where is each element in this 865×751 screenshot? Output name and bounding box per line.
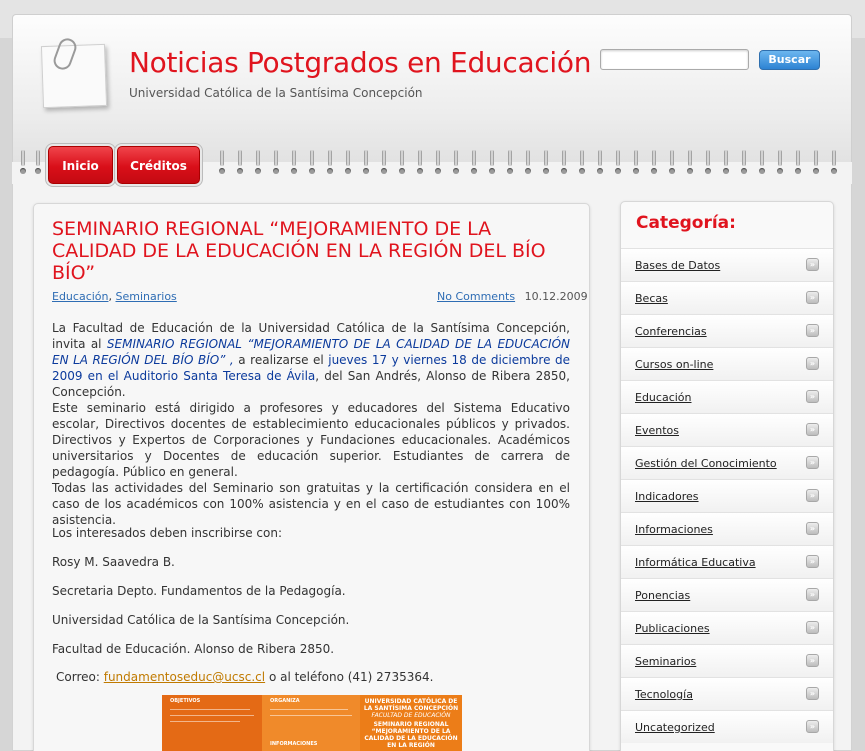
poster-left-label: OBJETIVOS xyxy=(170,698,201,704)
category-label[interactable]: Publicaciones xyxy=(635,622,710,635)
double-chevron-icon: » xyxy=(806,390,819,403)
post-paragraph-1 xyxy=(52,320,570,400)
category-label[interactable]: Becas xyxy=(635,292,668,305)
poster-faculty: FACULTAD DE EDUCACIÓN xyxy=(371,712,451,719)
ring-icon xyxy=(219,150,225,178)
ring-icon xyxy=(687,150,693,178)
category-label[interactable]: Educación xyxy=(635,391,692,404)
ring-icon xyxy=(489,150,495,178)
p1-intro: La Facultad de Educación de la Universidad Católica de la Santísima Concepción, invita al xyxy=(52,321,570,351)
ring-icon xyxy=(363,150,369,178)
p1-dates: jueves 17 y viernes 18 de diciembre de 2009 en el Auditorio Santa Teresa de Ávila xyxy=(52,353,570,383)
post-paragraph-4: Los interesados deben inscribirse con: xyxy=(52,526,282,540)
double-chevron-icon: » xyxy=(806,357,819,370)
p1-mid: a realizarse el xyxy=(238,353,324,367)
ring-icon xyxy=(255,150,261,178)
ring-icon xyxy=(381,150,387,178)
double-chevron-icon: » xyxy=(806,687,819,700)
double-chevron-icon: » xyxy=(806,489,819,502)
ring-icon xyxy=(669,150,675,178)
ring-icon xyxy=(507,150,513,178)
p1-end: , del San Andrés, Alonso de Ribera 2850, Concepción. xyxy=(52,369,570,399)
post-paragraph-8: Facultad de Educación. Alonso de Ribera 2850. xyxy=(52,642,335,656)
category-label[interactable]: Informática Educativa xyxy=(635,556,756,569)
ring-icon xyxy=(741,150,747,178)
poster-heading: UNIVERSIDAD CATÓLICA DE LA SANTÍSIMA CONCEPCIÓN xyxy=(363,698,459,712)
category-item[interactable] xyxy=(621,314,833,347)
ring-icon xyxy=(345,150,351,178)
ring-icon xyxy=(723,150,729,178)
category-label[interactable]: Cursos on-line xyxy=(635,358,714,371)
category-item[interactable] xyxy=(621,611,833,644)
category-label[interactable]: Seminarios xyxy=(635,655,697,668)
ring-icon xyxy=(813,150,819,178)
sidebar-title: Categoría: xyxy=(636,213,736,233)
category-item[interactable] xyxy=(621,446,833,479)
category-label[interactable]: Ponencias xyxy=(635,589,691,602)
site-subtitle: Universidad Católica de la Santísima Concepción xyxy=(129,86,423,100)
post-contact xyxy=(52,669,570,685)
category-item[interactable] xyxy=(621,545,833,578)
double-chevron-icon: » xyxy=(806,291,819,304)
poster-mid-label-2: INFORMACIONES xyxy=(270,741,318,747)
contact-suffix: o al teléfono (41) 2735364. xyxy=(268,670,434,684)
ring-icon xyxy=(543,150,549,178)
ring-icon xyxy=(579,150,585,178)
search-button[interactable]: Buscar xyxy=(759,50,820,70)
poster-text-line xyxy=(270,715,352,716)
post-paragraph-5: Rosy M. Saavedra B. xyxy=(52,555,175,569)
post-categories xyxy=(52,290,177,303)
nav-inicio[interactable]: Inicio xyxy=(48,146,113,184)
ring-icon xyxy=(20,150,26,178)
post-paragraph-3: Todas las actividades del Seminario son gratuitas y la certificación considera en el caso de los académicos con 100% asistencia y en el caso de estudiantes con 100% asistencia. xyxy=(52,481,570,527)
ring-icon xyxy=(633,150,639,178)
category-item[interactable] xyxy=(621,380,833,413)
poster-text-line xyxy=(170,715,254,716)
category-label[interactable]: Informaciones xyxy=(635,523,713,536)
site-title[interactable]: Noticias Postgrados en Educación xyxy=(129,46,592,79)
ring-icon xyxy=(273,150,279,178)
seminar-poster-image[interactable] xyxy=(162,695,462,751)
post-paragraph-6: Secretaria Depto. Fundamentos de la Pedagogía. xyxy=(52,584,346,598)
double-chevron-icon: » xyxy=(806,324,819,337)
contact-prefix: Correo: xyxy=(56,670,100,684)
post-paragraph-2: Este seminario está dirigido a profesores y educadores del Sistema Educativo escolar, Directivos docentes de establecimiento educacionales públicos y privados. Directivos y Expertos de Corporaciones y Fundaciones educacionales. Académicos universitarios y Docentes de educación superior. Estudiantes de carrera de pedagogía. Público en general. xyxy=(52,401,570,479)
poster-text-line xyxy=(170,721,240,722)
p1-seminar-name: SEMINARIO REGIONAL “MEJORAMIENTO DE LA CALIDAD DE LA EDUCACIÓN EN LA REGIÓN DEL BÍO BÍO” , xyxy=(52,337,570,367)
double-chevron-icon: » xyxy=(806,456,819,469)
ring-icon xyxy=(525,150,531,178)
comments-link[interactable]: No Comments xyxy=(437,290,516,303)
category-link-seminarios[interactable]: Seminarios xyxy=(115,290,177,303)
category-label[interactable]: Bases de Datos xyxy=(635,259,721,272)
ring-icon xyxy=(795,150,801,178)
post-title[interactable]: SEMINARIO REGIONAL “MEJORAMIENTO DE LA CALIDAD DE LA EDUCACIÓN EN LA REGIÓN DEL BÍO BÍO” xyxy=(52,218,546,284)
ring-icon xyxy=(35,150,41,178)
category-item[interactable] xyxy=(621,512,833,545)
double-chevron-icon: » xyxy=(806,423,819,436)
ring-icon xyxy=(831,150,837,178)
poster-text-line xyxy=(270,709,348,710)
category-item[interactable] xyxy=(621,413,833,446)
category-item[interactable] xyxy=(621,479,833,512)
post-meta-right xyxy=(437,290,588,303)
double-chevron-icon: » xyxy=(806,522,819,535)
double-chevron-icon: » xyxy=(806,654,819,667)
ring-icon xyxy=(291,150,297,178)
category-item[interactable] xyxy=(621,644,833,677)
comma-separator: , xyxy=(108,290,116,303)
double-chevron-icon: » xyxy=(806,258,819,271)
ring-icon xyxy=(651,150,657,178)
contact-email-link[interactable]: fundamentoseduc@ucsc.cl xyxy=(103,670,266,684)
poster-event: SEMINARIO REGIONAL “MEJORAMIENTO DE LA CALIDAD DE LA EDUCACIÓN EN LA REGIÓN xyxy=(364,721,458,749)
category-label[interactable]: Indicadores xyxy=(635,490,699,503)
poster-mid-label: ORGANIZA xyxy=(270,698,300,704)
ring-icon xyxy=(705,150,711,178)
search-input[interactable] xyxy=(600,49,749,70)
category-label[interactable]: Conferencias xyxy=(635,325,707,338)
category-item[interactable] xyxy=(621,710,833,743)
double-chevron-icon: » xyxy=(806,720,819,733)
poster-title-panel xyxy=(360,695,462,751)
category-label[interactable]: Tecnología xyxy=(635,688,693,701)
nav-creditos[interactable]: Créditos xyxy=(117,146,200,184)
ring-icon xyxy=(471,150,477,178)
category-label[interactable]: Eventos xyxy=(635,424,679,437)
category-item[interactable] xyxy=(621,281,833,314)
ring-icon xyxy=(237,150,243,178)
category-item[interactable] xyxy=(621,347,833,380)
category-item[interactable] xyxy=(621,578,833,611)
ring-icon xyxy=(399,150,405,178)
ring-icon xyxy=(327,150,333,178)
category-item[interactable] xyxy=(621,248,833,281)
post-paragraph-7: Universidad Católica de la Santísima Concepción. xyxy=(52,613,350,627)
ring-icon xyxy=(777,150,783,178)
double-chevron-icon: » xyxy=(806,621,819,634)
ring-icon xyxy=(759,150,765,178)
ring-icon xyxy=(615,150,621,178)
category-label[interactable]: Gestión del Conocimiento xyxy=(635,457,777,470)
category-label[interactable]: Uncategorized xyxy=(635,721,715,734)
poster-text-line xyxy=(170,709,250,710)
ring-icon xyxy=(453,150,459,178)
ring-icon xyxy=(561,150,567,178)
double-chevron-icon: » xyxy=(806,588,819,601)
category-item[interactable] xyxy=(621,677,833,710)
double-chevron-icon: » xyxy=(806,555,819,568)
ring-icon xyxy=(417,150,423,178)
ring-icon xyxy=(597,150,603,178)
post-date: 10.12.2009 xyxy=(524,290,588,303)
category-link-educacion[interactable]: Educación xyxy=(52,290,109,303)
ring-icon xyxy=(309,150,315,178)
ring-icon xyxy=(435,150,441,178)
